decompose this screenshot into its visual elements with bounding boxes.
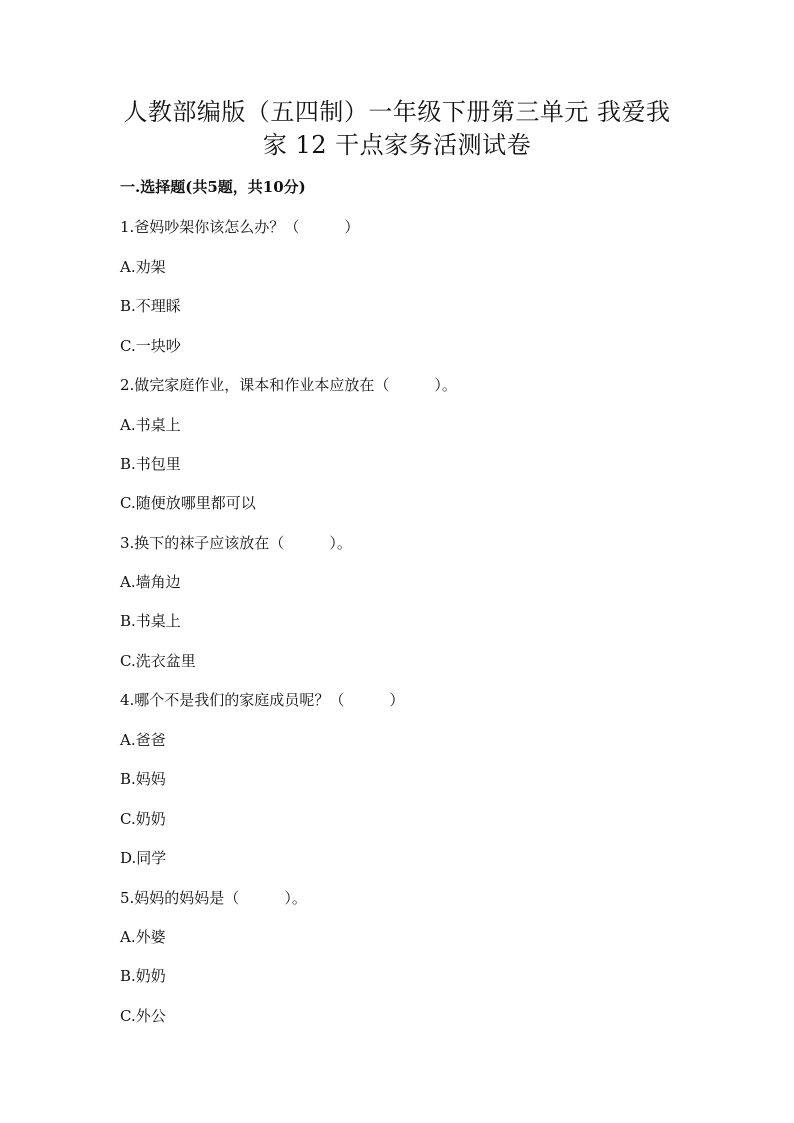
question-5-option-a: A.外婆 — [120, 928, 166, 946]
question-4-option-b: B.妈妈 — [120, 770, 166, 788]
question-3-option-b: B.书桌上 — [120, 612, 181, 630]
document-title-line-1: 人教部编版（五四制）一年级下册第三单元 我爱我 — [123, 98, 671, 126]
question-1-option-c: C.一块吵 — [120, 337, 181, 355]
question-2-stem: 2.做完家庭作业，课本和作业本应放在（ ）。 — [120, 376, 457, 394]
question-1-option-b: B.不理睬 — [120, 297, 181, 315]
question-2-option-a: A.书桌上 — [120, 416, 181, 434]
document-title-line-2: 家 12 干点家务活测试卷 — [262, 131, 532, 159]
question-3-option-c: C.洗衣盆里 — [120, 652, 196, 670]
question-1-stem: 1.爸妈吵架你该怎么办？（ ） — [120, 218, 360, 236]
question-3-stem: 3.换下的袜子应该放在（ ）。 — [120, 534, 352, 552]
section-heading: 一.选择题(共5题，共10分) — [120, 178, 306, 196]
question-5-stem: 5.妈妈的妈妈是（ ）。 — [120, 889, 307, 907]
question-4-option-a: A.爸爸 — [120, 731, 166, 749]
question-4-option-c: C.奶奶 — [120, 810, 166, 828]
question-1-option-a: A.劝架 — [120, 258, 166, 276]
question-2-option-c: C.随便放哪里都可以 — [120, 494, 256, 512]
question-4-stem: 4.哪个不是我们的家庭成员呢？（ ） — [120, 691, 405, 709]
question-5-option-b: B.奶奶 — [120, 967, 166, 985]
question-3-option-a: A.墙角边 — [120, 573, 181, 591]
question-5-option-c: C.外公 — [120, 1007, 166, 1025]
question-2-option-b: B.书包里 — [120, 455, 181, 473]
question-4-option-d: D.同学 — [120, 849, 167, 867]
